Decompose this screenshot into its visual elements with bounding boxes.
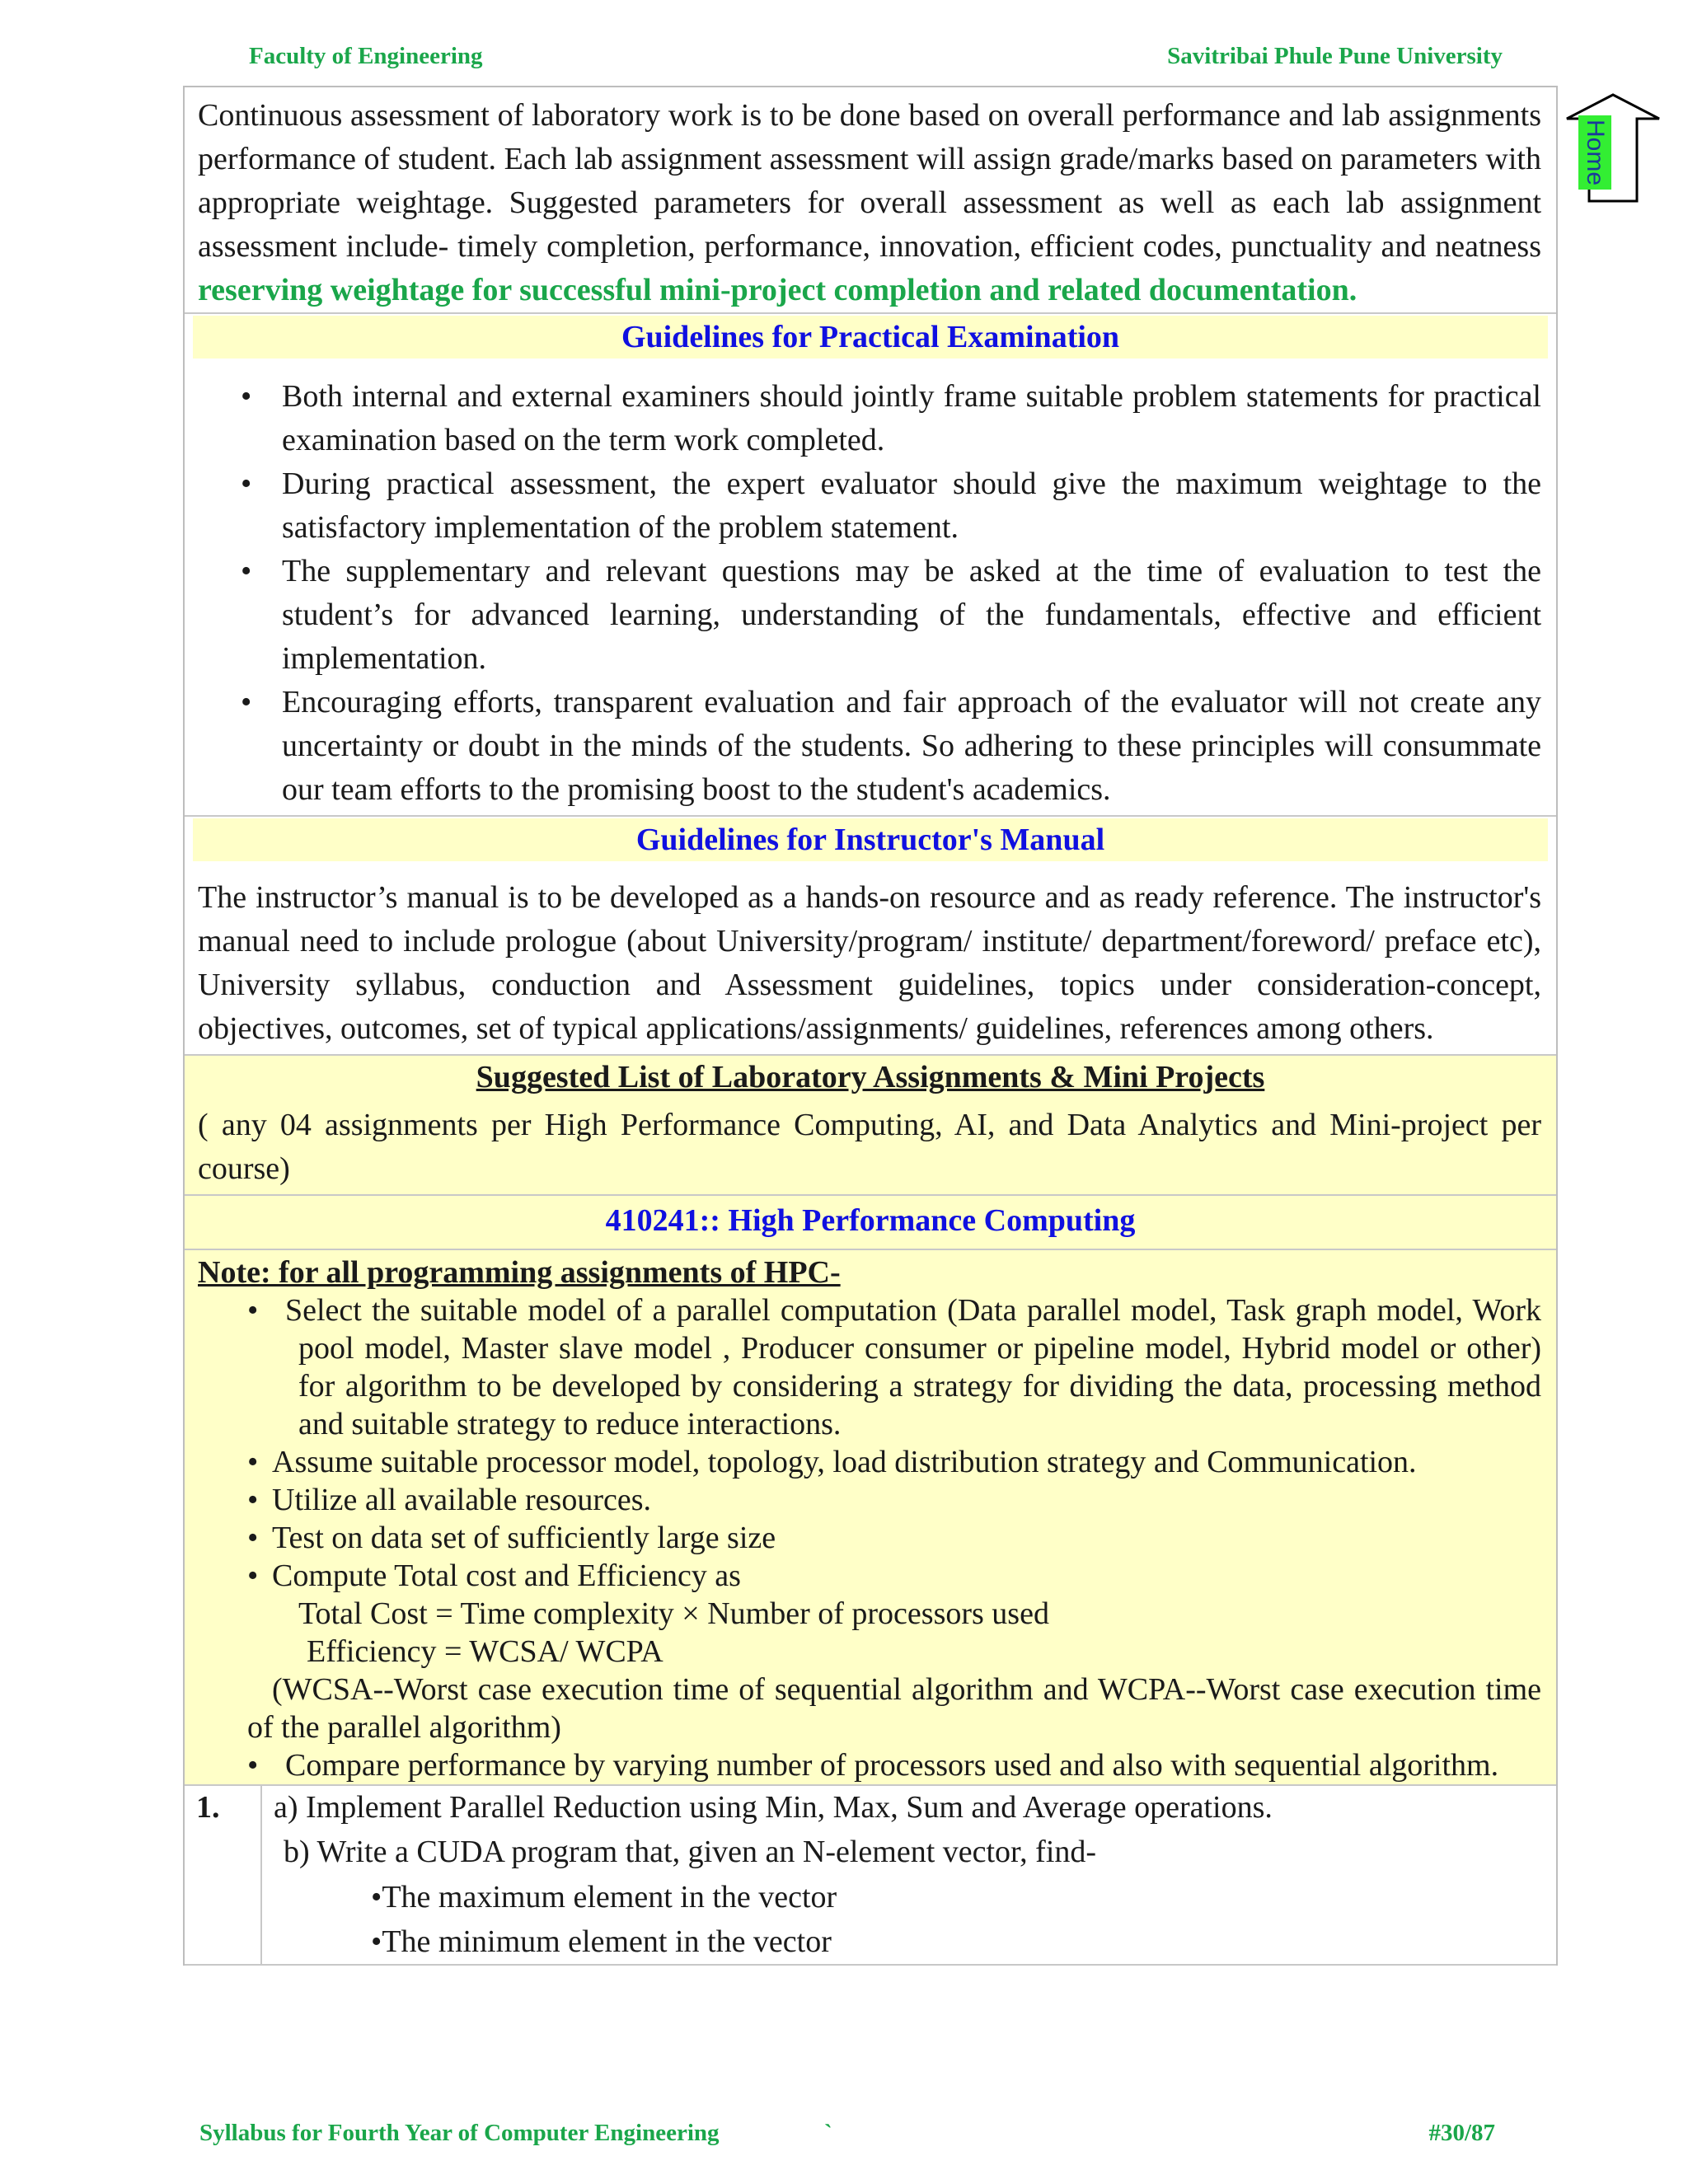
home-button[interactable]: Home xyxy=(1578,115,1611,190)
bullet-icon: • xyxy=(241,554,252,588)
page-number: #30/87 xyxy=(1428,2120,1495,2146)
list-item: • Compute Total cost and Efficiency as xyxy=(247,1558,741,1593)
bullet-icon: • xyxy=(241,685,252,719)
list-item: • Both internal and external examiners should jointly frame suitable problem statements for practical examination based on the term work completed. xyxy=(185,375,1556,462)
hpc-note-list xyxy=(185,1291,1556,1595)
assessment-highlight: reserving weightage for successful mini-project completion and related documentation. xyxy=(198,273,1357,307)
footer-mark: ` xyxy=(824,2120,832,2146)
list-item: •The maximum element in the vector xyxy=(371,1880,837,1915)
assessment-text: Continuous assessment of laboratory work is to be done based on overall performance and lab assignments performance of student. Each lab assignment assessment will assign grade/marks based on parameters with appropriate weightage. Suggested parameters for overall assessment as well as each lab assignment assessment include- timely completion, performance, innovation, efficient codes, punctuality and neatness xyxy=(198,98,1541,264)
assignment-row xyxy=(185,1786,1556,1966)
list-item: • Compare performance by varying number of processors used and also with sequential algorithm. xyxy=(247,1748,1499,1783)
bullet-icon: • xyxy=(247,1558,259,1593)
bullet-icon: • xyxy=(247,1445,259,1479)
course-heading: 410241:: High Performance Computing xyxy=(605,1203,1136,1238)
manual-heading: Guidelines for Instructor's Manual xyxy=(193,818,1548,861)
suggested-heading-row xyxy=(185,1056,1556,1196)
hpc-note-section xyxy=(185,1250,1556,1786)
manual-section xyxy=(185,817,1556,1056)
footer-syllabus: Syllabus for Fourth Year of Computer Engineering xyxy=(199,2120,720,2146)
list-item: •The minimum element in the vector xyxy=(371,1924,832,1959)
suggested-note: ( any 04 assignments per High Performance Computing, AI, and Data Analytics and Mini-project per course) xyxy=(198,1108,1541,1186)
course-row xyxy=(185,1196,1556,1250)
list-item: • The supplementary and relevant questions may be asked at the time of evaluation to test the student’s for advanced learning, understanding of the fundamentals, effective and efficient implementation. xyxy=(185,550,1556,681)
manual-paragraph: The instructor’s manual is to be developed as a hands-on resource and as ready reference. The instructor's manual need to include prologue (about University/program/ institute/ department/foreword/ preface etc), University syllabus, conduction and Assessment guidelines, topics under consideration-concept, objectives, outcomes, set of typical applications/assignments/ guidelines, references among others. xyxy=(198,880,1541,1046)
bullet-icon: • xyxy=(247,1748,259,1783)
assignment-body xyxy=(262,1786,1556,1964)
practical-heading: Guidelines for Practical Examination xyxy=(193,316,1548,359)
hpc-note-list-end xyxy=(185,1746,1556,1784)
list-item: • Utilize all available resources. xyxy=(247,1483,652,1517)
list-item: • Assume suitable processor model, topology, load distribution strategy and Communication. xyxy=(247,1445,1417,1479)
suggested-heading: Suggested List of Laboratory Assignments & Mini Projects xyxy=(476,1060,1265,1094)
assessment-section xyxy=(185,87,1556,314)
list-item: • Test on data set of sufficiently large size xyxy=(247,1521,776,1555)
bullet-icon: • xyxy=(241,379,252,414)
efficiency-formula: Efficiency = WCSA/ WCPA xyxy=(307,1634,663,1669)
syllabus-table xyxy=(183,86,1558,1966)
practical-section xyxy=(185,314,1556,817)
assignment-part-a: a) Implement Parallel Reduction using Min, Max, Sum and Average operations. xyxy=(274,1790,1273,1825)
header-university: Savitribai Phule Pune University xyxy=(1167,43,1503,69)
practical-list xyxy=(185,375,1556,812)
list-item: • During practical assessment, the expert evaluator should give the maximum weightage to the satisfactory implementation of the problem statement. xyxy=(185,462,1556,550)
definition-text: (WCSA--Worst case execution time of sequential algorithm and WCPA--Worst case execution time of the parallel algorithm) xyxy=(247,1672,1541,1745)
list-item: • Encouraging efforts, transparent evaluation and fair approach of the evaluator will not create any uncertainty or doubt in the minds of the students. So adhering to these principles will consummate our team efforts to the promising boost to the student's academics. xyxy=(185,681,1556,812)
assignment-number: 1. xyxy=(185,1786,262,1964)
list-item: • Select the suitable model of a parallel computation (Data parallel model, Task graph model, Work pool model, Master slave model , Producer consumer or pipeline model, Hybrid model or other) for algorithm to be developed by considering a strategy for dividing the data, processing method and suitable strategy to reduce interactions. xyxy=(247,1293,1541,1441)
bullet-icon: • xyxy=(371,1924,382,1959)
bullet-icon: • xyxy=(247,1521,259,1555)
bullet-icon: • xyxy=(241,466,252,501)
total-cost-formula: Total Cost = Time complexity × Number of processors used xyxy=(298,1596,1049,1631)
bullet-icon: • xyxy=(247,1483,259,1517)
header-faculty: Faculty of Engineering xyxy=(249,43,483,69)
assignment-part-b: b) Write a CUDA program that, given an N-element vector, find- xyxy=(284,1835,1097,1869)
bullet-icon: • xyxy=(371,1880,382,1915)
bullet-icon: • xyxy=(247,1293,259,1328)
hpc-note-title: Note: for all programming assignments of HPC- xyxy=(198,1255,841,1290)
assessment-paragraph xyxy=(185,94,1556,312)
